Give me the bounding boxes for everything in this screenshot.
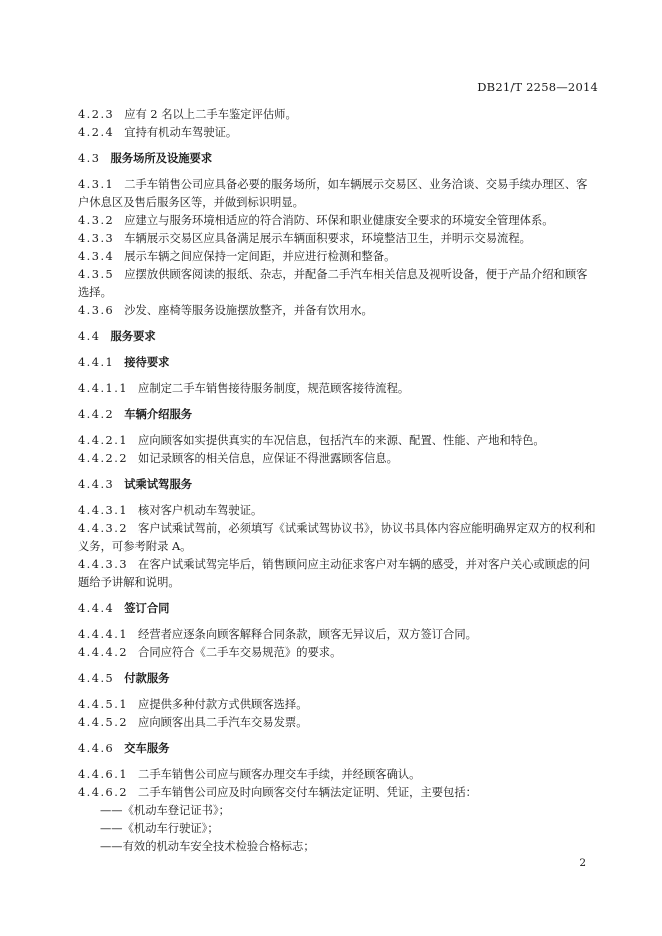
subsection-heading-4-4-5 (78, 670, 598, 688)
clause-text: 沙发、座椅等服务设施摆放整齐，并备有饮用水。 (124, 304, 373, 317)
clause-4-4-5-2 (78, 714, 598, 732)
clause-text: 应向顾客如实提供真实的车况信息，包括汽车的来源、配置、性能、产地和特色。 (138, 434, 545, 447)
clause-text-line-2: 义务，可参考附录 A。 (78, 540, 192, 553)
clause-4-3-1 (78, 176, 598, 194)
clause-text: 车辆展示交易区应具备满足展示车辆面积要求，环境整洁卫生，并明示交易流程。 (124, 232, 531, 245)
clause-4-4-6-2 (78, 784, 598, 802)
subsection-title: 签订合同 (124, 602, 170, 615)
subsection-number: 4.4.4 (78, 602, 115, 615)
subsection-title: 试乘试驾服务 (124, 478, 193, 491)
clause-number: 4.3.5 (78, 268, 115, 281)
subsection-number: 4.4.3 (78, 478, 115, 491)
clause-number: 4.4.6.1 (78, 768, 129, 781)
clause-4-4-3-1 (78, 502, 598, 520)
clause-text: 合同应符合《二手车交易规范》的要求。 (138, 646, 342, 659)
subsection-heading-4-4-4 (78, 600, 598, 618)
clause-number: 4.3.2 (78, 214, 115, 227)
section-heading-4-4 (78, 328, 598, 346)
clause-text: 经营者应逐条向顾客解释合同条款，顾客无异议后，双方签订合同。 (138, 628, 477, 641)
section-number: 4.3 (78, 152, 101, 165)
clause-text: 应制定二手车销售接待服务制度，规范顾客接待流程。 (138, 382, 410, 395)
clause-text-line-1: 在客户试乘试驾完毕后，销售顾问应主动征求客户对车辆的感受，并对客户关心或顾虑的问 (138, 558, 590, 571)
document-body (78, 106, 598, 856)
clause-text-line-2: 户休息区及售后服务区等，并做到标识明显。 (78, 196, 304, 209)
list-item (78, 802, 598, 820)
clause-number: 4.4.5.1 (78, 698, 129, 711)
clause-text-line-1: 应摆放供顾客阅读的报纸、杂志，并配备二手汽车相关信息及视听设备，便于产品介绍和顾客 (124, 268, 588, 281)
clause-4-3-4 (78, 248, 598, 266)
list-item-text: ——有效的机动车安全技术检验合格标志； (100, 840, 315, 853)
clause-number: 4.4.2.2 (78, 452, 129, 465)
page-number: 2 (579, 857, 586, 869)
clause-4-4-3-3 (78, 556, 598, 574)
clause-text-line-1: 二手车销售公司应具备必要的服务场所，如车辆展示交易区、业务洽谈、交易手续办理区、客 (124, 178, 588, 191)
clause-number: 4.4.3.3 (78, 558, 129, 571)
clause-4-2-3 (78, 106, 598, 124)
subsection-heading-4-4-2 (78, 406, 598, 424)
clause-text-line-2: 选择。 (78, 286, 112, 299)
clause-text: 应建立与服务环境相适应的符合消防、环保和职业健康安全要求的环境安全管理体系。 (124, 214, 554, 227)
clause-number: 4.3.3 (78, 232, 115, 245)
clause-4-4-3-2-continued (78, 538, 598, 556)
clause-text: 宜持有机动车驾驶证。 (124, 126, 238, 139)
section-title: 服务要求 (110, 330, 156, 343)
subsection-number: 4.4.2 (78, 408, 115, 421)
subsection-title: 接待要求 (124, 356, 170, 369)
clause-text: 应有 2 名以上二手车鉴定评估师。 (124, 108, 297, 121)
subsection-title: 车辆介绍服务 (124, 408, 193, 421)
clause-number: 4.2.4 (78, 126, 115, 139)
list-item-text: ——《机动车行驶证》； (100, 822, 219, 835)
clause-number: 4.4.3.1 (78, 504, 129, 517)
clause-number: 4.4.4.1 (78, 628, 129, 641)
list-item (78, 838, 598, 856)
clause-4-4-6-1 (78, 766, 598, 784)
clause-text: 应向顾客出具二手汽车交易发票。 (138, 716, 308, 729)
subsection-title: 付款服务 (124, 672, 170, 685)
clause-4-4-3-2 (78, 520, 598, 538)
clause-4-4-5-1 (78, 696, 598, 714)
clause-text: 如记录顾客的相关信息，应保证不得泄露顾客信息。 (138, 452, 398, 465)
clause-number: 4.2.3 (78, 108, 115, 121)
clause-4-4-2-1 (78, 432, 598, 450)
subsection-title: 交车服务 (124, 742, 170, 755)
section-heading-4-3 (78, 150, 598, 168)
clause-number: 4.3.4 (78, 250, 115, 263)
clause-4-3-6 (78, 302, 598, 320)
clause-4-3-5 (78, 266, 598, 284)
clause-4-2-4 (78, 124, 598, 142)
clause-number: 4.4.6.2 (78, 786, 129, 799)
clause-4-3-1-continued (78, 194, 598, 212)
clause-text: 二手车销售公司应与顾客办理交车手续，并经顾客确认。 (138, 768, 421, 781)
section-number: 4.4 (78, 330, 101, 343)
subsection-number: 4.4.6 (78, 742, 115, 755)
clause-number: 4.3.1 (78, 178, 115, 191)
clause-4-3-2 (78, 212, 598, 230)
clause-number: 4.4.3.2 (78, 522, 129, 535)
clause-number: 4.4.5.2 (78, 716, 129, 729)
subsection-heading-4-4-1 (78, 354, 598, 372)
clause-number: 4.4.4.2 (78, 646, 129, 659)
clause-4-3-5-continued (78, 284, 598, 302)
clause-4-4-2-2 (78, 450, 598, 468)
clause-text: 应提供多种付款方式供顾客选择。 (138, 698, 308, 711)
clause-4-4-4-2 (78, 644, 598, 662)
clause-text: 二手车销售公司应及时向顾客交付车辆法定证明、凭证，主要包括： (138, 786, 477, 799)
clause-4-4-4-1 (78, 626, 598, 644)
clause-4-4-1-1 (78, 380, 598, 398)
clause-number: 4.3.6 (78, 304, 115, 317)
subsection-number: 4.4.1 (78, 356, 115, 369)
clause-text-line-2: 题给予讲解和说明。 (78, 576, 180, 589)
list-item-text: ——《机动车登记证书》； (100, 804, 230, 817)
clause-text: 展示车辆之间应保持一定间距，并应进行检测和整备。 (124, 250, 396, 263)
subsection-heading-4-4-6 (78, 740, 598, 758)
subsection-heading-4-4-3 (78, 476, 598, 494)
clause-number: 4.4.2.1 (78, 434, 129, 447)
standard-code: DB21/T 2258—2014 (477, 80, 598, 94)
clause-text: 核对客户机动车驾驶证。 (138, 504, 263, 517)
subsection-number: 4.4.5 (78, 672, 115, 685)
clause-4-3-3 (78, 230, 598, 248)
clause-number: 4.4.1.1 (78, 382, 129, 395)
clause-4-4-3-3-continued (78, 574, 598, 592)
clause-text-line-1: 客户试乘试驾前，必须填写《试乘试驾协议书》，协议书具体内容应能明确界定双方的权利和 (138, 522, 596, 535)
list-item (78, 820, 598, 838)
section-title: 服务场所及设施要求 (110, 152, 213, 165)
